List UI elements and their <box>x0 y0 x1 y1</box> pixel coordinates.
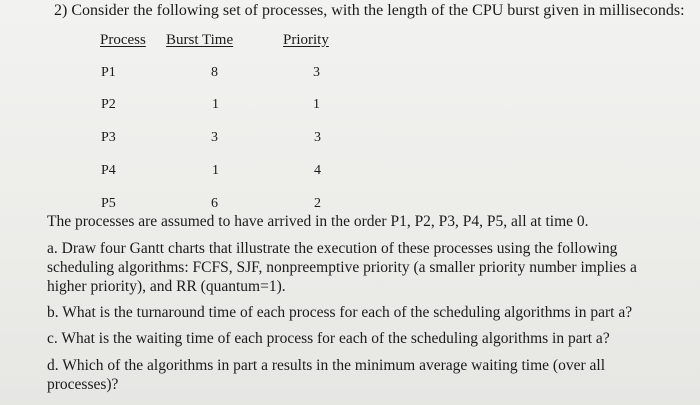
part-c-question: c. What is the waiting time of each process for each of the scheduling algorithms in part a? <box>47 330 610 347</box>
header-burst-time: Burst Time <box>166 32 234 48</box>
table-cell-priority: 4 <box>314 163 321 178</box>
table-cell-priority: 2 <box>314 196 321 211</box>
table-cell-burst: 6 <box>211 196 218 211</box>
part-d-line-2: processes)? <box>47 376 119 393</box>
table-cell-burst: 8 <box>211 65 218 80</box>
part-d-line-1: d. Which of the algorithms in part a results in the minimum average waiting time (over all <box>47 357 605 374</box>
part-b-question: b. What is the turnaround time of each process for each of the scheduling algorithms in part a? <box>47 304 633 321</box>
table-cell-process: P3 <box>101 130 116 145</box>
table-cell-burst: 1 <box>212 97 219 112</box>
table-cell-burst: 3 <box>211 130 218 145</box>
table-cell-process: P4 <box>101 163 116 178</box>
table-cell-process: P2 <box>101 97 116 112</box>
table-cell-process: P5 <box>101 196 116 211</box>
table-cell-process: P1 <box>101 65 116 80</box>
part-a-line-1: a. Draw four Gantt charts that illustrate the execution of these processes using the following <box>47 240 618 257</box>
question-title: 2) Consider the following set of processes, with the length of the CPU burst given in milliseconds: <box>54 2 685 19</box>
table-cell-priority: 1 <box>313 97 320 112</box>
header-process: Process <box>100 32 146 48</box>
table-cell-priority: 3 <box>314 130 321 145</box>
part-a-line-3: higher priority), and RR (quantum=1). <box>47 278 286 295</box>
part-a-line-2: scheduling algorithms: FCFS, SJF, nonpreemptive priority (a smaller priority number implies a <box>47 259 637 276</box>
arrival-note: The processes are assumed to have arrived in the order P1, P2, P3, P4, P5, all at time 0. <box>47 213 589 230</box>
table-cell-burst: 1 <box>212 163 219 178</box>
header-priority: Priority <box>283 32 329 48</box>
table-cell-priority: 3 <box>313 65 320 80</box>
